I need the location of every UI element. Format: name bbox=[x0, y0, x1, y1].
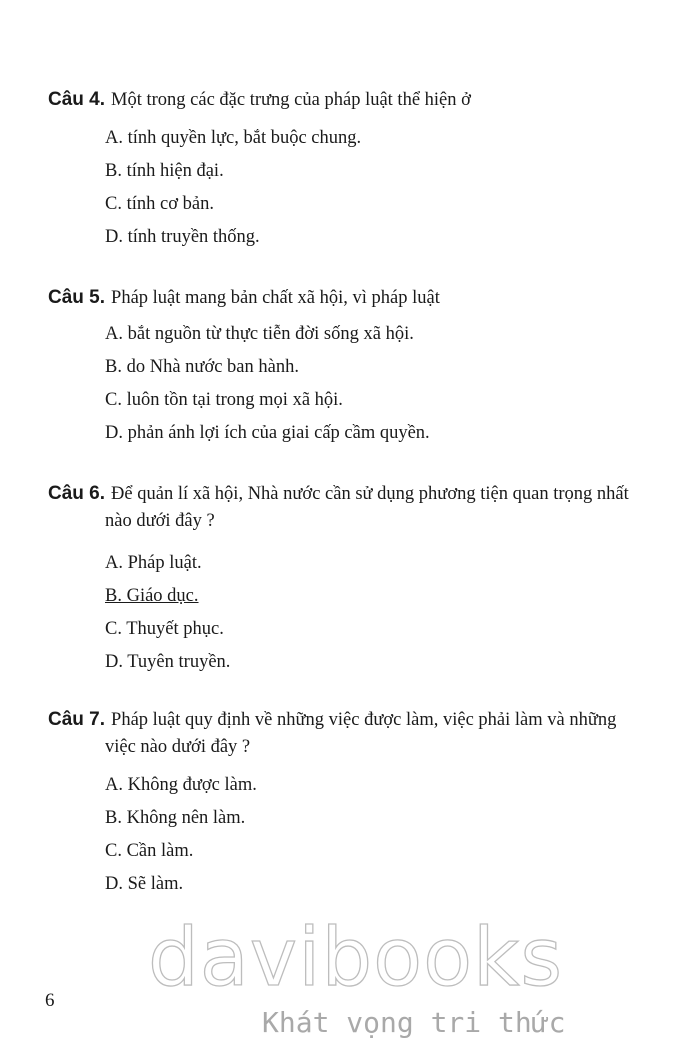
question-stem bbox=[48, 706, 678, 734]
option-d: D. Tuyên truyền. bbox=[105, 652, 231, 672]
question-5 bbox=[48, 284, 678, 450]
option-d: D. Sẽ làm. bbox=[105, 874, 184, 894]
question-text: Pháp luật mang bản chất xã hội, vì pháp luật bbox=[111, 288, 440, 308]
option-list bbox=[48, 318, 678, 450]
question-label: Câu 4. bbox=[48, 89, 106, 110]
question-label: Câu 6. bbox=[48, 483, 106, 504]
option-list bbox=[48, 769, 678, 901]
question-stem bbox=[48, 480, 678, 508]
option-a: A. bắt nguồn từ thực tiễn đời sống xã hội. bbox=[105, 324, 414, 344]
watermark-slogan: Khát vọng tri thức bbox=[262, 1006, 566, 1039]
question-6 bbox=[48, 480, 678, 679]
question-stem bbox=[48, 284, 678, 312]
option-a: A. Pháp luật. bbox=[105, 553, 202, 573]
option-c: C. Thuyết phục. bbox=[105, 619, 224, 639]
option-d: D. phản ánh lợi ích của giai cấp cầm quyền. bbox=[105, 423, 430, 443]
option-b: B. tính hiện đại. bbox=[105, 161, 224, 181]
option-a: A. Không được làm. bbox=[105, 775, 257, 795]
watermark-brand: davibooks bbox=[148, 911, 564, 1004]
question-text: Một trong các đặc trưng của pháp luật thể hiện ở bbox=[111, 90, 471, 110]
question-4 bbox=[48, 86, 678, 254]
option-a: A. tính quyền lực, bắt buộc chung. bbox=[105, 128, 362, 148]
option-c: C. Cần làm. bbox=[105, 841, 194, 861]
option-c: C. tính cơ bản. bbox=[105, 194, 214, 214]
option-b-text: B. Giáo dục. bbox=[105, 586, 199, 606]
question-label: Câu 7. bbox=[48, 709, 106, 730]
option-b: B. do Nhà nước ban hành. bbox=[105, 357, 299, 377]
question-stem bbox=[48, 86, 678, 114]
option-c: C. luôn tồn tại trong mọi xã hội. bbox=[105, 390, 343, 410]
option-list bbox=[48, 547, 678, 679]
question-text: Pháp luật quy định về những việc được làm, việc phải làm và những bbox=[111, 710, 617, 730]
question-label: Câu 5. bbox=[48, 287, 106, 308]
option-list bbox=[48, 122, 678, 254]
question-text-continued: nào dưới đây ? bbox=[105, 511, 215, 531]
option-d: D. tính truyền thống. bbox=[105, 227, 260, 247]
question-7 bbox=[48, 706, 678, 901]
page-number: 6 bbox=[45, 990, 55, 1011]
option-b bbox=[48, 580, 678, 613]
question-text: Để quản lí xã hội, Nhà nước cần sử dụng phương tiện quan trọng nhất bbox=[111, 484, 629, 504]
option-b: B. Không nên làm. bbox=[105, 808, 246, 828]
question-text-continued: việc nào dưới đây ? bbox=[105, 737, 251, 757]
